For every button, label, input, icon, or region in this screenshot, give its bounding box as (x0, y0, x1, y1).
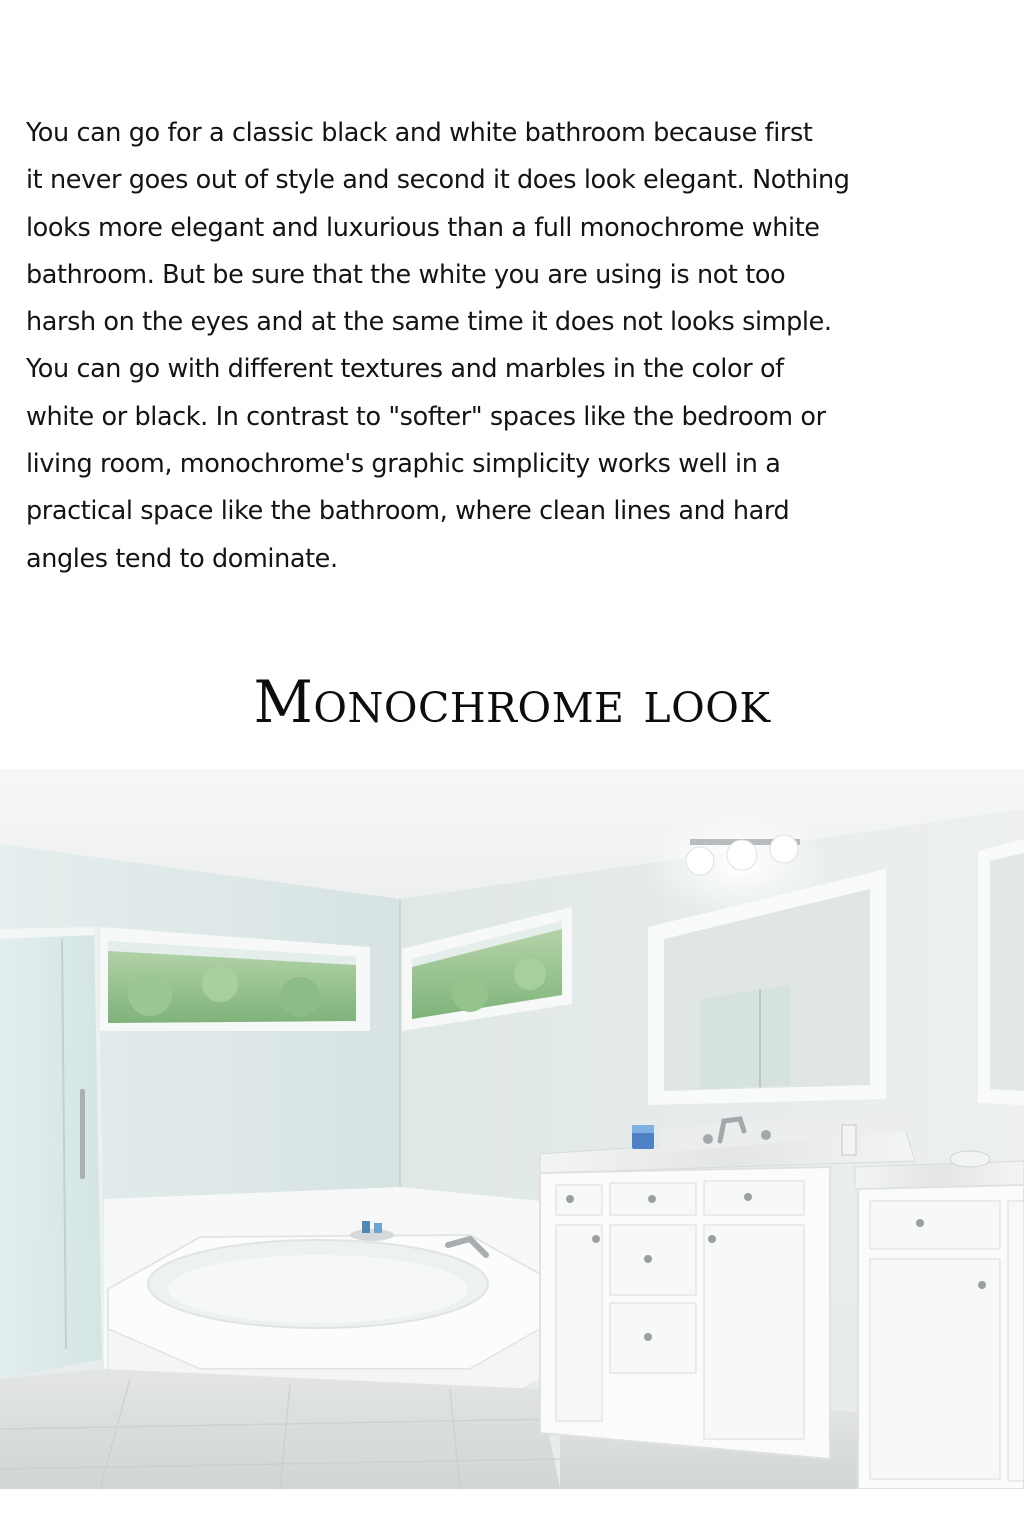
bathroom-illustration (0, 769, 1024, 1489)
body-paragraph: You can go for a classic black and white bathroom because first it never goes out of style and second it does look elegant. Nothing looks more elegant and luxurious than a full monochrome white bathroom. But be sure that the white you are using is not too harsh on the eyes and at the same time it does not looks simple. You can go with different textures and marbles in the color of white or black. In contrast to "softer" spaces like the bedroom or living room, monochrome's graphic simplicity works well in a practical space like the bathroom, where clean lines and hard angles tend to dominate. (26, 118, 850, 574)
bathroom-photo (0, 769, 1024, 1489)
section-heading: Monochrome look (253, 668, 771, 736)
